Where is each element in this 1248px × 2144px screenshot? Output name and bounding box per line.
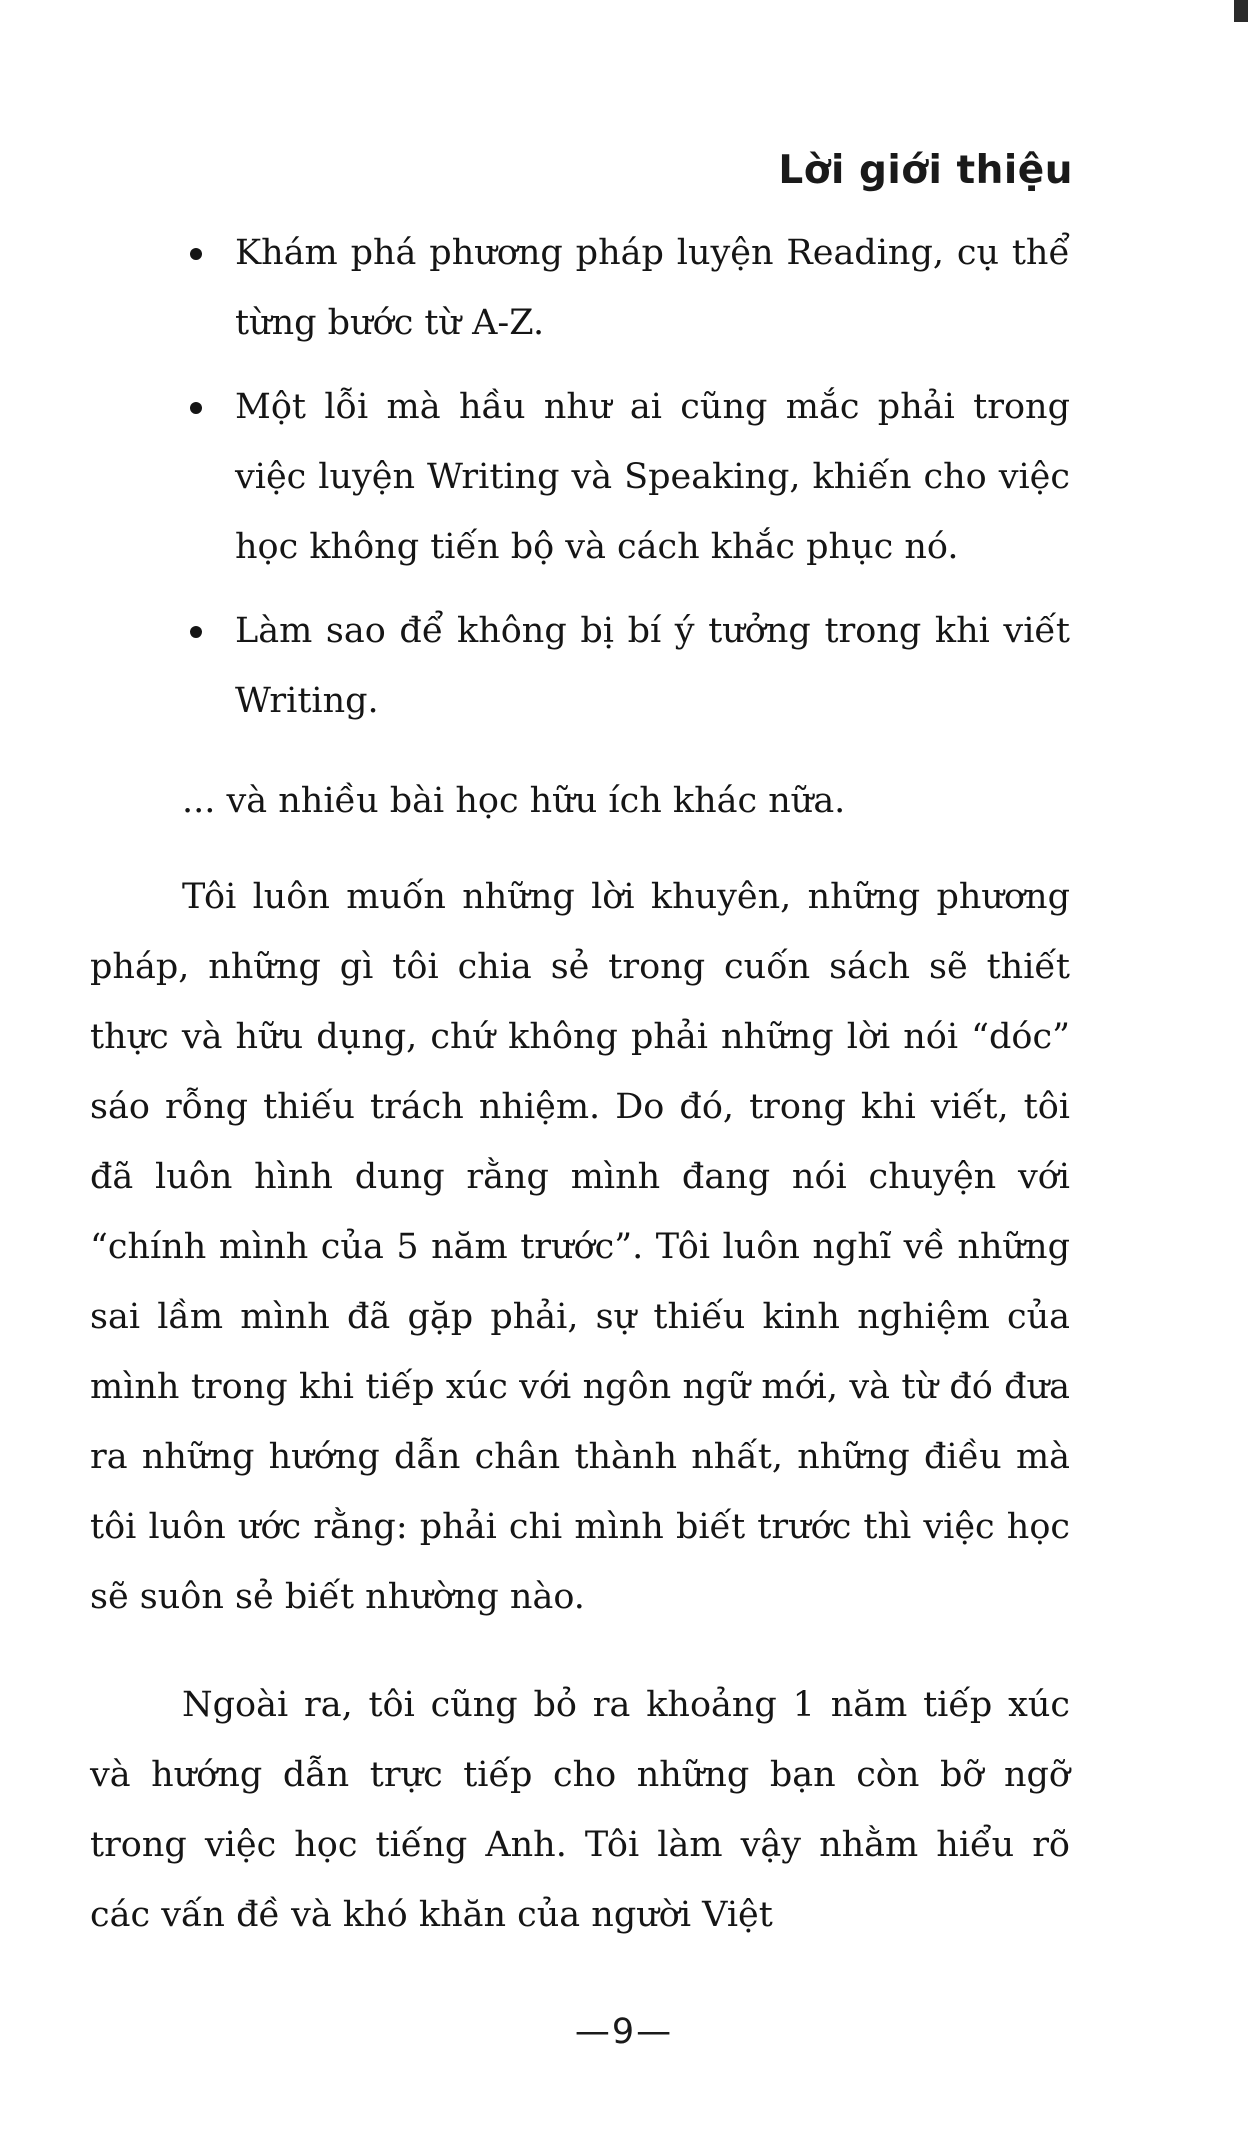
bullet-list <box>90 218 1070 736</box>
bullet-item <box>90 372 1070 582</box>
bullet-dot-icon <box>190 248 202 260</box>
bullet-item <box>90 218 1070 358</box>
body-paragraph: Ngoài ra, tôi cũng bỏ ra khoảng 1 năm tiếp xúc và hướng dẫn trực tiếp cho những bạn còn bỡ ngỡ trong việc học tiếng Anh. Tôi làm vậy nhằm hiểu rõ các vấn đề và khó khăn của người Việt <box>90 1685 1070 1935</box>
bullet-dot-icon <box>190 626 202 638</box>
continuation-line: ... và nhiều bài học hữu ích khác nữa. <box>182 781 846 821</box>
body-paragraph: Tôi luôn muốn những lời khuyên, những phương pháp, những gì tôi chia sẻ trong cuốn sách sẽ thiết thực và hữu dụng, chứ không phải những lời nói “dóc” sáo rỗng thiếu trách nhiệm. Do đó, trong khi viết, tôi đã luôn hình dung rằng mình đang nói chuyện với “chính mình của 5 năm trước”. Tôi luôn nghĩ về những sai lầm mình đã gặp phải, sự thiếu kinh nghiệm của mình trong khi tiếp xúc với ngôn ngữ mới, và từ đó đưa ra những hướng dẫn chân thành nhất, những điều mà tôi luôn ước rằng: phải chi mình biết trước thì việc học sẽ suôn sẻ biết nhường nào. <box>90 877 1070 1617</box>
bullet-dot-icon <box>190 402 202 414</box>
page-body <box>90 218 1070 1950</box>
page-number: —9— <box>574 2012 674 2052</box>
scan-edge-mark <box>1234 0 1248 22</box>
bullet-text: Một lỗi mà hầu như ai cũng mắc phải trong việc luyện Writing và Speaking, khiến cho việc học không tiến bộ và cách khắc phục nó. <box>235 387 1070 567</box>
bullet-text: Khám phá phương pháp luyện Reading, cụ thể từng bước từ A-Z. <box>235 233 1070 343</box>
bullet-item <box>90 596 1070 736</box>
section-title: Lời giới thiệu <box>778 148 1073 193</box>
bullet-text: Làm sao để không bị bí ý tưởng trong khi viết Writing. <box>235 611 1070 721</box>
